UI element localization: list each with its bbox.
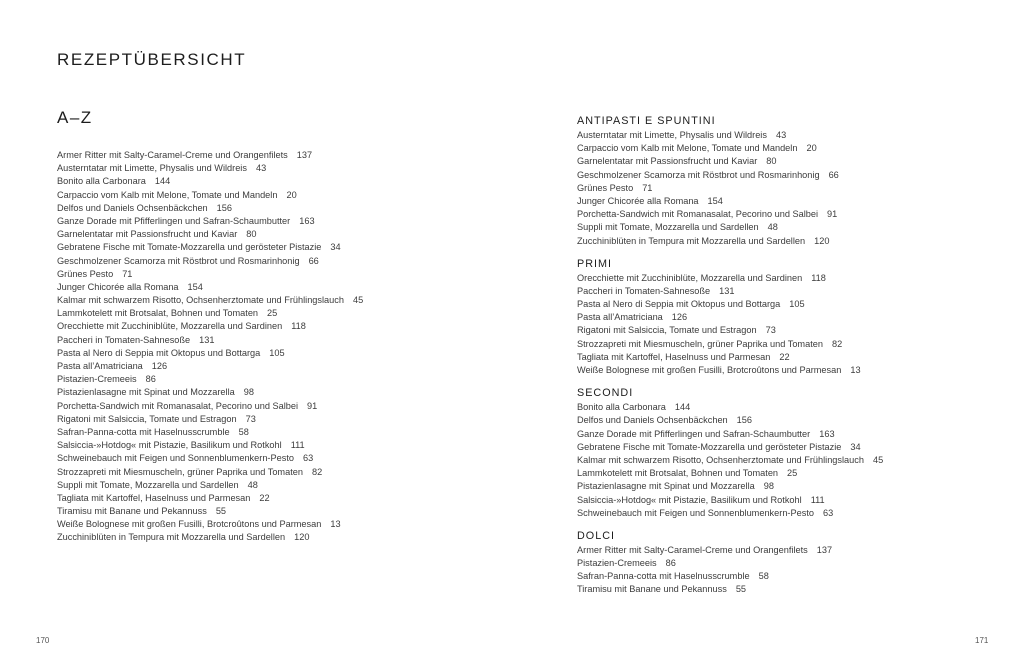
recipe-entry bbox=[57, 255, 527, 268]
recipe-title: Pasta al Nero di Seppia mit Oktopus und Bottarga bbox=[57, 347, 261, 358]
recipe-page-number: 111 bbox=[290, 440, 305, 451]
recipe-entry bbox=[577, 298, 1007, 311]
recipe-page-number: 137 bbox=[296, 150, 313, 160]
recipe-title: Bonito alla Carbonara bbox=[577, 402, 666, 413]
recipe-title: Pasta all’Amatriciana bbox=[577, 312, 663, 323]
recipe-title: Pistazien-Cremeeis bbox=[57, 374, 137, 385]
recipe-title: Austerntatar mit Limette, Physalis und Wildreis bbox=[577, 130, 767, 140]
recipe-page-number: 71 bbox=[122, 268, 133, 279]
recipe-title: Pasta al Nero di Seppia mit Oktopus und Bottarga bbox=[577, 299, 781, 310]
page-number-left: 170 bbox=[36, 636, 50, 645]
recipe-entry bbox=[57, 228, 527, 241]
recipe-entry bbox=[577, 557, 1007, 570]
recipe-title: Zucchiniblüten in Tempura mit Mozzarella und Sardellen bbox=[57, 532, 286, 543]
recipe-page-number: 154 bbox=[187, 281, 203, 292]
recipe-title: Salsiccia-»Hotdog« mit Pistazie, Basilikum und Rotkohl bbox=[57, 440, 282, 451]
recipe-entry bbox=[577, 235, 1007, 248]
recipe-page-number: 86 bbox=[145, 374, 156, 385]
recipe-entry bbox=[57, 202, 527, 215]
category-section bbox=[577, 114, 1007, 248]
recipe-page-number: 118 bbox=[291, 321, 306, 332]
recipe-page-number: 156 bbox=[216, 202, 233, 213]
recipe-page-number: 120 bbox=[814, 235, 830, 246]
recipe-entry bbox=[577, 441, 1007, 454]
recipe-page-number: 22 bbox=[259, 492, 270, 503]
recipe-entry bbox=[57, 215, 527, 228]
recipe-title: Suppli mit Tomate, Mozzarella und Sardellen bbox=[57, 479, 239, 490]
recipe-page-number: 154 bbox=[707, 195, 723, 206]
recipe-page-number: 58 bbox=[238, 426, 249, 437]
page-title: REZEPTÜBERSICHT bbox=[57, 50, 247, 69]
recipe-entry bbox=[577, 570, 1007, 583]
recipe-page-number: 118 bbox=[811, 272, 826, 283]
recipe-entry bbox=[577, 401, 1007, 414]
recipe-entry bbox=[577, 195, 1007, 208]
recipe-page-number: 22 bbox=[779, 351, 790, 362]
recipe-entry bbox=[57, 307, 527, 320]
recipe-page-number: 34 bbox=[330, 242, 341, 253]
recipe-entry bbox=[577, 428, 1007, 441]
recipe-entry bbox=[57, 439, 527, 452]
recipe-title: Porchetta-Sandwich mit Romanasalat, Pecorino und Salbei bbox=[57, 400, 299, 411]
recipe-title: Pistazienlasagne mit Spinat und Mozzarella bbox=[57, 387, 235, 398]
recipe-entry bbox=[577, 454, 1007, 467]
recipe-entry bbox=[57, 320, 527, 333]
recipe-page-number: 48 bbox=[247, 479, 258, 490]
recipe-entry bbox=[577, 182, 1007, 195]
recipe-entry bbox=[577, 142, 1007, 155]
recipe-title: Weiße Bolognese mit großen Fusilli, Brotcroûtons und Parmesan bbox=[57, 519, 322, 530]
recipe-page-number: 111 bbox=[810, 494, 825, 505]
category-title: ANTIPASTI E SPUNTINI bbox=[577, 115, 716, 127]
az-recipe-list bbox=[57, 149, 527, 545]
recipe-page-number: 91 bbox=[307, 400, 318, 411]
recipe-title: Orecchiette mit Zucchiniblüte, Mozzarella und Sardinen bbox=[57, 321, 283, 332]
recipe-entry bbox=[57, 360, 527, 373]
recipe-page-number: 120 bbox=[294, 532, 310, 543]
recipe-page-number: 163 bbox=[299, 215, 315, 226]
recipe-page-number: 144 bbox=[154, 176, 171, 187]
recipe-page-number: 98 bbox=[243, 387, 254, 398]
recipe-page-number: 126 bbox=[671, 312, 688, 323]
recipe-title: Bonito alla Carbonara bbox=[57, 176, 146, 187]
recipe-page-number: 98 bbox=[763, 481, 774, 492]
recipe-entry bbox=[57, 347, 527, 360]
recipe-page-number: 66 bbox=[828, 169, 839, 180]
recipe-page-number: 34 bbox=[850, 441, 861, 452]
recipe-page-number: 48 bbox=[767, 222, 778, 233]
recipe-title: Austerntatar mit Limette, Physalis und Wildreis bbox=[57, 163, 247, 174]
recipe-page-number: 66 bbox=[308, 255, 319, 266]
recipe-page-number: 20 bbox=[286, 189, 297, 200]
recipe-page-number: 82 bbox=[831, 338, 843, 349]
recipe-entry bbox=[57, 505, 527, 518]
category-section bbox=[577, 529, 1007, 597]
recipe-entry bbox=[57, 241, 527, 254]
recipe-title: Strozzapreti mit Miesmuscheln, grüner Paprika und Tomaten bbox=[57, 466, 303, 477]
recipe-entry bbox=[57, 413, 527, 426]
recipe-title: Geschmolzener Scamorza mit Röstbrot und Rosmarinhonig bbox=[577, 169, 820, 180]
recipe-page-number: 131 bbox=[199, 334, 215, 345]
category-title: DOLCI bbox=[577, 529, 615, 542]
recipe-entry bbox=[577, 324, 1007, 337]
recipe-page-number: 43 bbox=[255, 163, 267, 174]
recipe-page-number: 43 bbox=[775, 130, 787, 140]
recipe-title: Tagliata mit Kartoffel, Haselnuss und Parmesan bbox=[57, 492, 251, 503]
category-title: SECONDI bbox=[577, 387, 634, 400]
category-section bbox=[577, 386, 1007, 520]
recipe-entry bbox=[57, 162, 527, 175]
recipe-title: Garnelentatar mit Passionsfrucht und Kaviar bbox=[577, 156, 758, 167]
recipe-page-number: 144 bbox=[674, 402, 691, 413]
recipe-page-number: 105 bbox=[269, 347, 285, 358]
category-index bbox=[577, 114, 1007, 608]
recipe-title: Porchetta-Sandwich mit Romanasalat, Pecorino und Salbei bbox=[577, 209, 819, 220]
recipe-title: Tagliata mit Kartoffel, Haselnuss und Parmesan bbox=[577, 351, 771, 362]
recipe-title: Lammkotelett mit Brotsalat, Bohnen und Tomaten bbox=[577, 468, 779, 479]
recipe-page-number: 73 bbox=[765, 325, 776, 336]
recipe-entry bbox=[577, 221, 1007, 234]
recipe-entry bbox=[57, 281, 527, 294]
recipe-title: Ganze Dorade mit Pfifferlingen und Safran-Schaumbutter bbox=[577, 428, 811, 439]
recipe-entry bbox=[57, 149, 527, 162]
recipe-page-number: 86 bbox=[665, 558, 676, 569]
recipe-page-number: 55 bbox=[215, 506, 227, 517]
recipe-page-number: 105 bbox=[789, 299, 805, 310]
recipe-entry bbox=[577, 351, 1007, 364]
recipe-title: Kalmar mit schwarzem Risotto, Ochsenherztomate und Frühlingslauch bbox=[57, 295, 344, 306]
recipe-entry bbox=[577, 208, 1007, 221]
recipe-page-number: 63 bbox=[302, 453, 314, 464]
recipe-title: Geschmolzener Scamorza mit Röstbrot und Rosmarinhonig bbox=[57, 255, 300, 266]
recipe-title: Safran-Panna-cotta mit Haselnusscrumble bbox=[577, 571, 750, 582]
recipe-page-number: 156 bbox=[736, 415, 753, 426]
recipe-entry bbox=[57, 531, 527, 544]
category-recipe-list bbox=[577, 544, 1007, 597]
recipe-entry bbox=[577, 272, 1007, 285]
recipe-page-number: 163 bbox=[819, 428, 835, 439]
recipe-entry bbox=[57, 334, 527, 347]
recipe-page-number: 13 bbox=[330, 519, 341, 530]
recipe-entry bbox=[57, 400, 527, 413]
recipe-entry bbox=[577, 480, 1007, 493]
recipe-title: Suppli mit Tomate, Mozzarella und Sardellen bbox=[577, 222, 759, 233]
category-section bbox=[577, 257, 1007, 378]
recipe-page-number: 82 bbox=[311, 466, 323, 477]
recipe-entry bbox=[57, 452, 527, 465]
recipe-page-number: 25 bbox=[267, 308, 278, 319]
recipe-title: Paccheri in Tomaten-Sahnesoße bbox=[57, 334, 191, 345]
recipe-page-number: 55 bbox=[735, 584, 747, 595]
recipe-title: Orecchiette mit Zucchiniblüte, Mozzarella und Sardinen bbox=[577, 272, 803, 283]
recipe-title: Tiramisu mit Banane und Pekannuss bbox=[57, 506, 207, 517]
recipe-title: Carpaccio vom Kalb mit Melone, Tomate und Mandeln bbox=[57, 189, 278, 200]
recipe-entry bbox=[577, 494, 1007, 507]
recipe-page-number: 126 bbox=[151, 361, 168, 371]
recipe-page-number: 20 bbox=[806, 143, 817, 154]
recipe-title: Zucchiniblüten in Tempura mit Mozzarella und Sardellen bbox=[577, 235, 806, 246]
recipe-entry bbox=[57, 386, 527, 399]
recipe-title: Schweinebauch mit Feigen und Sonnenblumenkern-Pesto bbox=[577, 507, 814, 518]
recipe-title: Delfos und Daniels Ochsenbäckchen bbox=[57, 202, 208, 213]
recipe-title: Garnelentatar mit Passionsfrucht und Kaviar bbox=[57, 229, 238, 240]
recipe-title: Armer Ritter mit Salty-Caramel-Creme und Orangenfilets bbox=[577, 544, 808, 555]
recipe-title: Rigatoni mit Salsiccia, Tomate und Estragon bbox=[577, 325, 757, 336]
recipe-entry bbox=[57, 294, 527, 307]
recipe-entry bbox=[577, 155, 1007, 168]
recipe-title: Junger Chicorée alla Romana bbox=[577, 195, 699, 206]
recipe-title: Junger Chicorée alla Romana bbox=[57, 281, 179, 292]
recipe-entry bbox=[577, 338, 1007, 351]
recipe-title: Schweinebauch mit Feigen und Sonnenblumenkern-Pesto bbox=[57, 453, 294, 464]
category-recipe-list bbox=[577, 129, 1007, 248]
recipe-title: Delfos und Daniels Ochsenbäckchen bbox=[577, 415, 728, 426]
recipe-entry bbox=[57, 189, 527, 202]
recipe-page-number: 131 bbox=[719, 285, 735, 296]
recipe-entry bbox=[57, 268, 527, 281]
recipe-page-number: 25 bbox=[787, 468, 798, 479]
recipe-title: Lammkotelett mit Brotsalat, Bohnen und Tomaten bbox=[57, 308, 259, 319]
recipe-entry bbox=[57, 175, 527, 188]
recipe-entry bbox=[577, 129, 1007, 142]
category-recipe-list bbox=[577, 401, 1007, 520]
category-recipe-list bbox=[577, 272, 1007, 378]
recipe-entry bbox=[577, 544, 1007, 557]
recipe-entry bbox=[57, 518, 527, 531]
recipe-title: Kalmar mit schwarzem Risotto, Ochsenherztomate und Frühlingslauch bbox=[577, 454, 864, 465]
recipe-page-number: 13 bbox=[850, 365, 861, 375]
recipe-entry bbox=[577, 169, 1007, 182]
recipe-title: Strozzapreti mit Miesmuscheln, grüner Paprika und Tomaten bbox=[577, 338, 823, 349]
recipe-title: Pistazienlasagne mit Spinat und Mozzarella bbox=[577, 481, 755, 492]
recipe-entry bbox=[57, 479, 527, 492]
recipe-title: Tiramisu mit Banane und Pekannuss bbox=[577, 584, 727, 595]
recipe-page-number: 91 bbox=[827, 209, 838, 220]
recipe-page-number: 80 bbox=[246, 229, 257, 240]
recipe-entry bbox=[57, 466, 527, 479]
recipe-entry bbox=[57, 426, 527, 439]
recipe-title: Ganze Dorade mit Pfifferlingen und Safran-Schaumbutter bbox=[57, 215, 291, 226]
recipe-title: Weiße Bolognese mit großen Fusilli, Brotcroûtons und Parmesan bbox=[577, 365, 842, 375]
recipe-title: Salsiccia-»Hotdog« mit Pistazie, Basilikum und Rotkohl bbox=[577, 494, 802, 505]
recipe-page-number: 80 bbox=[766, 156, 777, 167]
recipe-entry bbox=[577, 311, 1007, 324]
recipe-entry bbox=[577, 414, 1007, 427]
recipe-entry bbox=[577, 285, 1007, 298]
recipe-page-number: 137 bbox=[816, 544, 833, 555]
recipe-entry bbox=[577, 364, 1007, 377]
recipe-page-number: 71 bbox=[642, 182, 653, 193]
recipe-entry bbox=[57, 492, 527, 505]
recipe-page-number: 45 bbox=[872, 454, 884, 465]
recipe-title: Grünes Pesto bbox=[577, 182, 634, 193]
category-title: PRIMI bbox=[577, 257, 612, 270]
recipe-title: Safran-Panna-cotta mit Haselnusscrumble bbox=[57, 426, 230, 437]
recipe-title: Armer Ritter mit Salty-Caramel-Creme und Orangenfilets bbox=[57, 150, 288, 160]
recipe-entry bbox=[57, 373, 527, 386]
recipe-entry bbox=[577, 583, 1007, 596]
recipe-entry bbox=[577, 507, 1007, 520]
recipe-title: Grünes Pesto bbox=[57, 268, 114, 279]
recipe-title: Pistazien-Cremeeis bbox=[577, 558, 657, 569]
recipe-page-number: 58 bbox=[758, 571, 769, 582]
recipe-title: Gebratene Fische mit Tomate-Mozzarella und gerösteter Pistazie bbox=[57, 242, 322, 253]
recipe-page-number: 73 bbox=[245, 413, 256, 424]
recipe-title: Gebratene Fische mit Tomate-Mozzarella und gerösteter Pistazie bbox=[577, 441, 842, 452]
recipe-title: Paccheri in Tomaten-Sahnesoße bbox=[577, 285, 711, 296]
recipe-page-number: 45 bbox=[352, 295, 364, 306]
recipe-entry bbox=[577, 467, 1007, 480]
recipe-title: Pasta all’Amatriciana bbox=[57, 361, 143, 371]
recipe-title: Carpaccio vom Kalb mit Melone, Tomate und Mandeln bbox=[577, 143, 798, 154]
az-heading: A–Z bbox=[57, 108, 93, 127]
recipe-title: Rigatoni mit Salsiccia, Tomate und Estragon bbox=[57, 413, 237, 424]
page-number-right: 171 bbox=[975, 636, 989, 645]
recipe-page-number: 63 bbox=[822, 507, 834, 518]
